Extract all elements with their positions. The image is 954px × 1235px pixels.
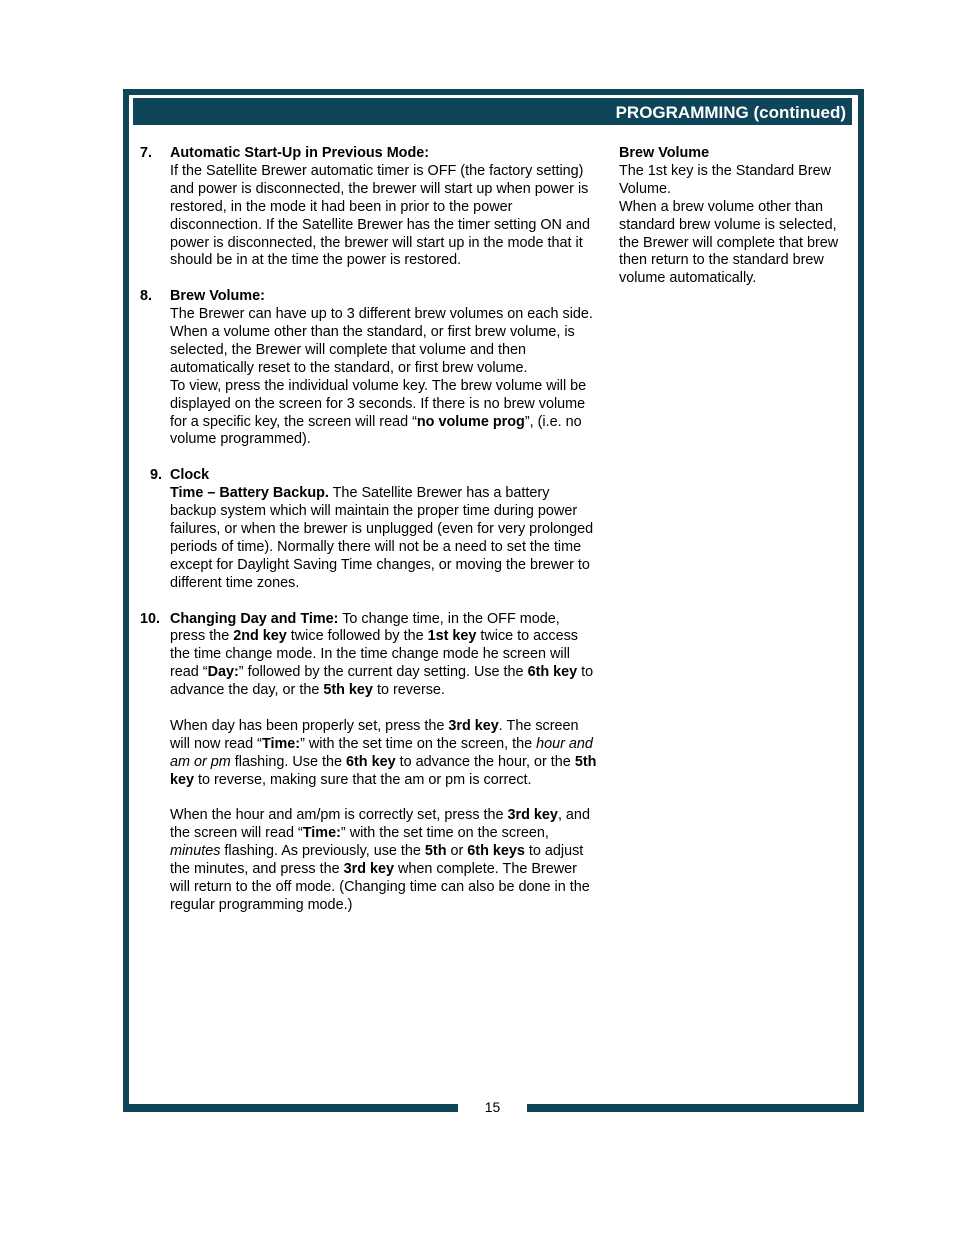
text-run: twice followed by the — [286, 628, 428, 645]
section-body: If the Satellite Brewer automatic timer is OFF (the factory setting) and power is disconnected, the brewer will start up when power is restored, in the mode it had been in prior to the power disconnection. If the Satellite Brewer has the timer setting ON and power is disconnected, the brewer will start up in the mode that it should be in at the time the power is restored. — [170, 162, 590, 269]
text-run-bold: 5th key — [170, 753, 597, 788]
page-number: 15 — [484, 1099, 501, 1115]
sidebar-text: When a brew volume other than standard brew volume is selected, the Brewer will complete that brew then return to the standard brew volume automatically. — [619, 198, 839, 287]
section-number: 8. — [140, 288, 153, 305]
text-run-bold: 3rd key — [448, 717, 499, 734]
text-run-bold: 3rd key — [507, 807, 558, 824]
text-run-bold: Time: — [302, 825, 341, 842]
sidebar-title: Brew Volume — [619, 145, 710, 161]
text-run: when complete. The Brewer will return to the off mode. (Changing time can also be done in the regular programming mode.) — [170, 861, 590, 913]
text-run-bold: no volume prog — [416, 413, 525, 430]
section-title: Automatic Start-Up in Previous Mode: — [170, 145, 430, 161]
section-8 — [140, 288, 598, 449]
text-run: To change time, in the OFF mode, press the — [170, 610, 560, 645]
section-number: 7. — [140, 145, 153, 161]
text-run-bold: Time: — [261, 735, 301, 752]
section-body-p1 — [170, 611, 598, 701]
section-9 — [140, 467, 598, 592]
section-body-p2 — [170, 718, 598, 790]
text-run: to advance the day, or the — [170, 664, 594, 699]
text-run-italic: minutes — [170, 843, 221, 860]
text-run: ” followed by the current day setting. Use the — [238, 664, 528, 681]
text-run: . The screen will now read “ — [170, 717, 579, 752]
section-number: 9. — [150, 467, 163, 484]
text-run: to adjust the minutes, and press the — [170, 843, 584, 878]
text-run-bold: Day: — [207, 664, 239, 681]
text-run-bold: 6th keys — [467, 843, 525, 860]
text-run: flashing. Use the — [230, 753, 346, 770]
sidebar-text: The 1st key is the Standard Brew Volume. — [619, 162, 831, 197]
text-run-bold: 5th — [424, 843, 447, 860]
text-run: flashing. As previously, use the — [220, 843, 425, 860]
text-run: To view, press the individual volume key. The brew volume will be displayed on the screen for 3 seconds. If there is no brew volume for a specific key, the screen will read “ — [170, 377, 587, 430]
text-run: When the hour and am/pm is correctly set, press the — [170, 807, 508, 824]
text-run-bold: 2nd key — [233, 628, 287, 645]
text-run: to advance the hour, or the — [395, 753, 575, 770]
text-run: to reverse. — [372, 682, 445, 699]
section-7 — [140, 145, 598, 270]
text-run: When day has been properly set, press the — [170, 717, 449, 734]
section-body-p3 — [170, 807, 598, 914]
text-run: , and the screen will read “ — [170, 807, 590, 842]
text-run-bold: 5th key — [323, 682, 373, 699]
header-bar — [133, 98, 852, 125]
text-run-italic: hour and am or pm — [170, 735, 593, 770]
text-run: twice to access the time change mode. In the time change mode he screen will read “ — [170, 628, 578, 681]
section-title: Changing Day and Time: — [170, 610, 339, 627]
text-run-bold: 3rd key — [343, 861, 394, 878]
section-title: Clock — [170, 467, 210, 484]
text-run: ” with the set time on the screen, — [340, 825, 549, 842]
text-run: ” with the set time on the screen, the — [300, 735, 537, 752]
text-run: ”, (i.e. no volume programmed). — [170, 413, 582, 448]
section-subtitle: Time – Battery Backup. — [170, 485, 329, 502]
text-run-bold: 1st key — [427, 628, 477, 645]
text-run: to reverse, making sure that the am or pm is correct. — [194, 771, 532, 788]
text-run: or — [446, 843, 468, 860]
text-run-bold: 6th key — [345, 753, 396, 770]
section-body-view — [170, 378, 598, 450]
page-title: PROGRAMMING (continued) — [615, 103, 846, 122]
section-title: Brew Volume: — [170, 288, 265, 305]
sidebar-note — [619, 145, 839, 288]
section-number: 10. — [140, 610, 161, 627]
section-body: The Brewer can have up to 3 different brew volumes on each side. When a volume other than the standard, or first brew volume, is selected, the Brewer will complete that volume and then automatically reset to the standard, or first brew volume. — [170, 306, 593, 376]
text-run-bold: 6th key — [527, 664, 578, 681]
section-body — [170, 485, 598, 592]
text-run: The Satellite Brewer has a battery backup system which will maintain the proper time during power failures, or when the brewer is unplugged (even for very prolonged periods of time). Normally there will not be a need to set the time except for Daylight Saving Time changes, or moving the brewer to different time zones. — [170, 485, 594, 591]
section-10 — [140, 611, 598, 915]
main-column — [140, 145, 598, 933]
